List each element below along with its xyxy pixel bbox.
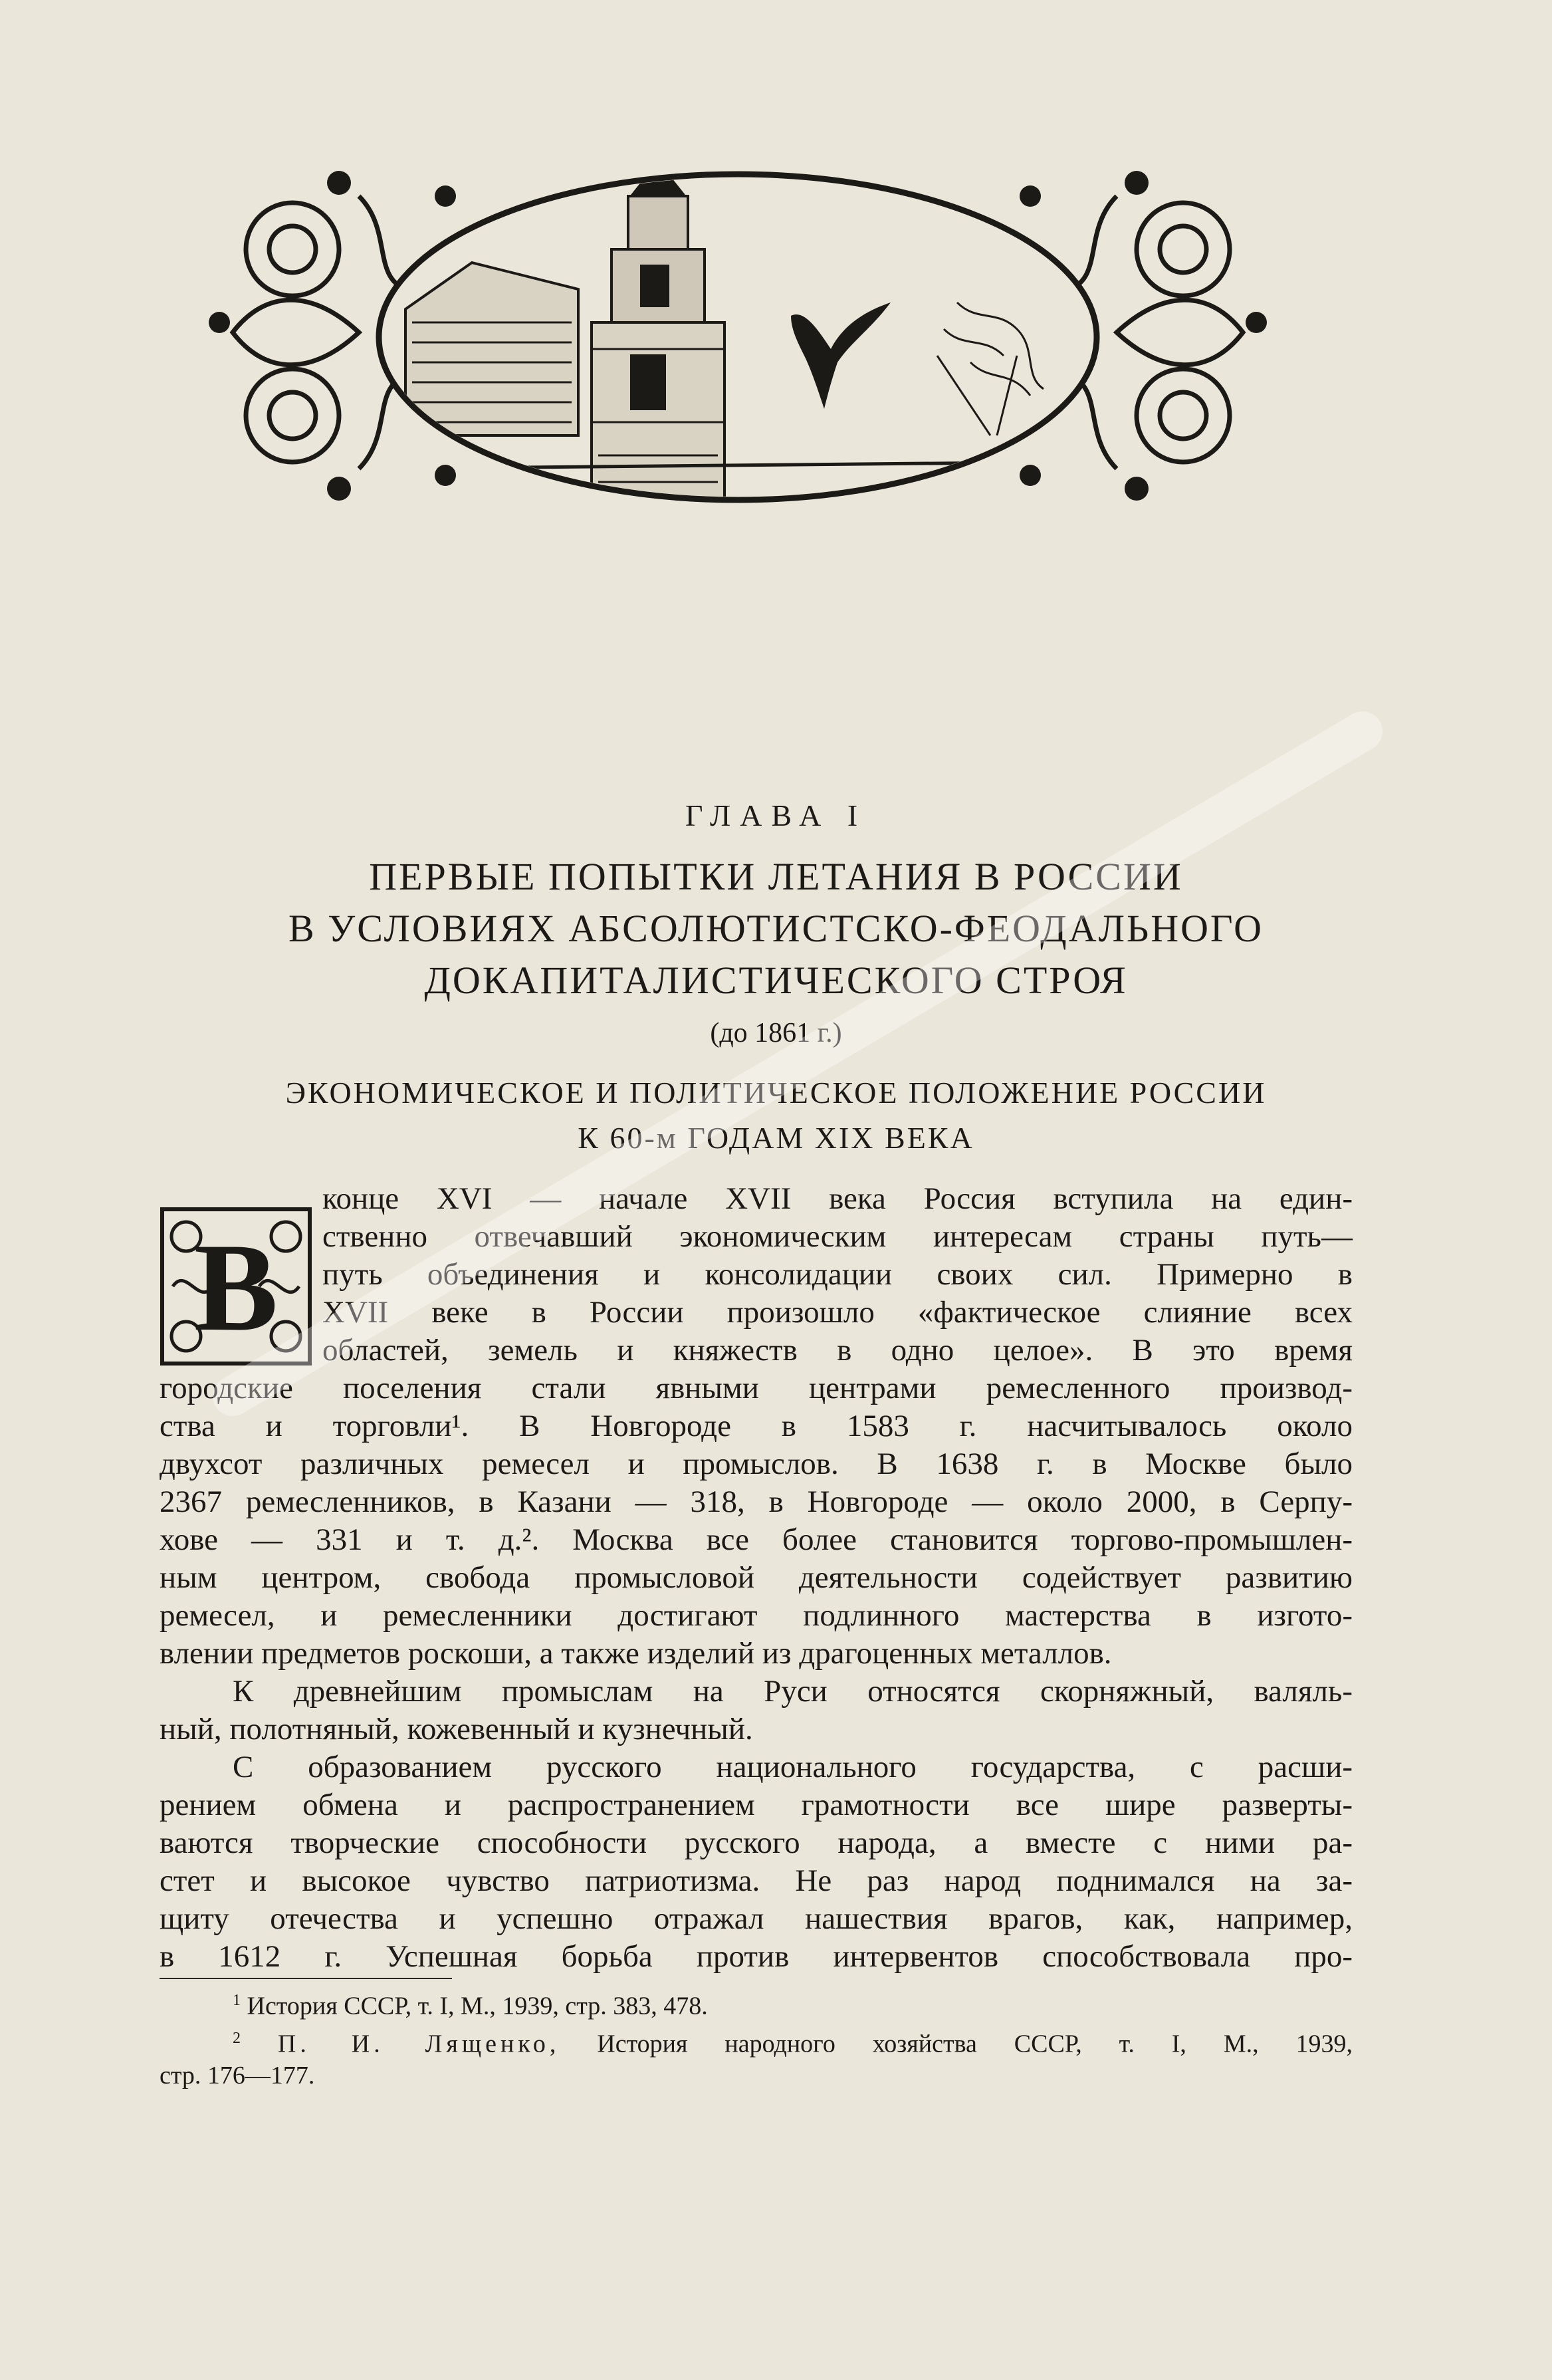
chapter-title bbox=[199, 851, 1353, 1007]
chapter-label: ГЛАВА I bbox=[685, 798, 867, 832]
footnote-author: П. И. Лященко, bbox=[277, 2030, 560, 2058]
section-title-line: ЭКОНОМИЧЕСКОЕ И ПОЛИТИЧЕСКОЕ ПОЛОЖЕНИЕ РОССИИ bbox=[285, 1076, 1267, 1110]
footnote-mark: 1 bbox=[233, 1992, 241, 2009]
body-line: XVII веке в России произошло «фактическое слияние всех bbox=[322, 1295, 1353, 1330]
body-line: ства и торговли¹. В Новгороде в 1583 г. насчитывалось около bbox=[160, 1409, 1353, 1443]
footnote-2 bbox=[160, 2022, 1353, 2060]
section-title-line: К 60-м ГОДАМ XIX ВЕКА bbox=[578, 1121, 974, 1155]
body-line: путь объединения и консолидации своих сил. Примерно в bbox=[322, 1257, 1353, 1292]
body-line: хове — 331 и т. д.². Москва все более становится торгово-промышлен- bbox=[160, 1522, 1353, 1557]
chapter-title-line: В УСЛОВИЯХ АБСОЛЮТИСТСКО-ФЕОДАЛЬНОГО bbox=[288, 907, 1264, 950]
body-line: ваются творческие способности русского народа, а вместе с ними ра- bbox=[160, 1826, 1353, 1860]
body-line: ный, полотняный, кожевенный и кузнечный. bbox=[160, 1712, 753, 1746]
body-line: рением обмена и распространением грамотности все шире разверты- bbox=[160, 1788, 1353, 1822]
footnote-mark: 2 bbox=[233, 2029, 241, 2047]
body-line: 2367 ремесленников, в Казани — 318, в Новгороде — около 2000, в Серпу- bbox=[160, 1485, 1353, 1519]
section-title bbox=[213, 1070, 1339, 1161]
footnote-text: История СССР, т. I, М., 1939, стр. 383, 478. bbox=[247, 1992, 708, 2020]
body-text bbox=[160, 1180, 1353, 1976]
body-line: щиту отечества и успешно отражал нашествия врагов, как, например, bbox=[160, 1901, 1353, 1936]
footnote-2-continuation: стр. 176—177. bbox=[160, 2062, 315, 2090]
chapter-title-line: ДОКАПИТАЛИСТИЧЕСКОГО СТРОЯ bbox=[424, 959, 1128, 1002]
chapter-date: (до 1861 г.) bbox=[710, 1018, 842, 1048]
body-line: ственно отвечавший экономическим интересам страны путь— bbox=[322, 1219, 1353, 1254]
body-line: городские поселения стали явными центрами ремесленного производ- bbox=[160, 1371, 1353, 1405]
body-line: ремесел, и ремесленники достигают подлинного мастерства в изгото- bbox=[160, 1598, 1353, 1633]
body-line: двухсот различных ремесел и промыслов. В 1638 г. в Москве было bbox=[160, 1447, 1353, 1481]
footnote-divider bbox=[160, 1978, 452, 1979]
body-line: К древнейшим промыслам на Руси относятся скорняжный, валяль- bbox=[233, 1674, 1353, 1709]
body-line: стет и высокое чувство патриотизма. Не раз народ поднимался на за- bbox=[160, 1863, 1353, 1898]
body-line: влении предметов роскоши, а также изделий из драгоценных металлов. bbox=[160, 1636, 1112, 1671]
footnotes bbox=[160, 1984, 1353, 2091]
footnote-1 bbox=[160, 1984, 1353, 2022]
body-line: конце XVI — начале XVII века Россия вступила на един- bbox=[322, 1181, 1353, 1216]
chapter-title-line: ПЕРВЫЕ ПОПЫТКИ ЛЕТАНИЯ В РОССИИ bbox=[369, 855, 1183, 898]
body-line: ным центром, свобода промысловой деятельности содействует развитию bbox=[160, 1560, 1353, 1595]
header-ornament-illustration bbox=[206, 156, 1270, 519]
body-line: в 1612 г. Успешная борьба против интервентов способствовала про- bbox=[160, 1939, 1353, 1974]
footnote-text: История народного хозяйства СССР, т. I, М., 1939, bbox=[597, 2030, 1353, 2058]
body-line: областей, земель и княжеств в одно целое». В это время bbox=[322, 1333, 1353, 1368]
dropcap-letter: В bbox=[193, 1218, 278, 1358]
body-line: С образованием русского национального государства, с расши- bbox=[233, 1750, 1353, 1784]
